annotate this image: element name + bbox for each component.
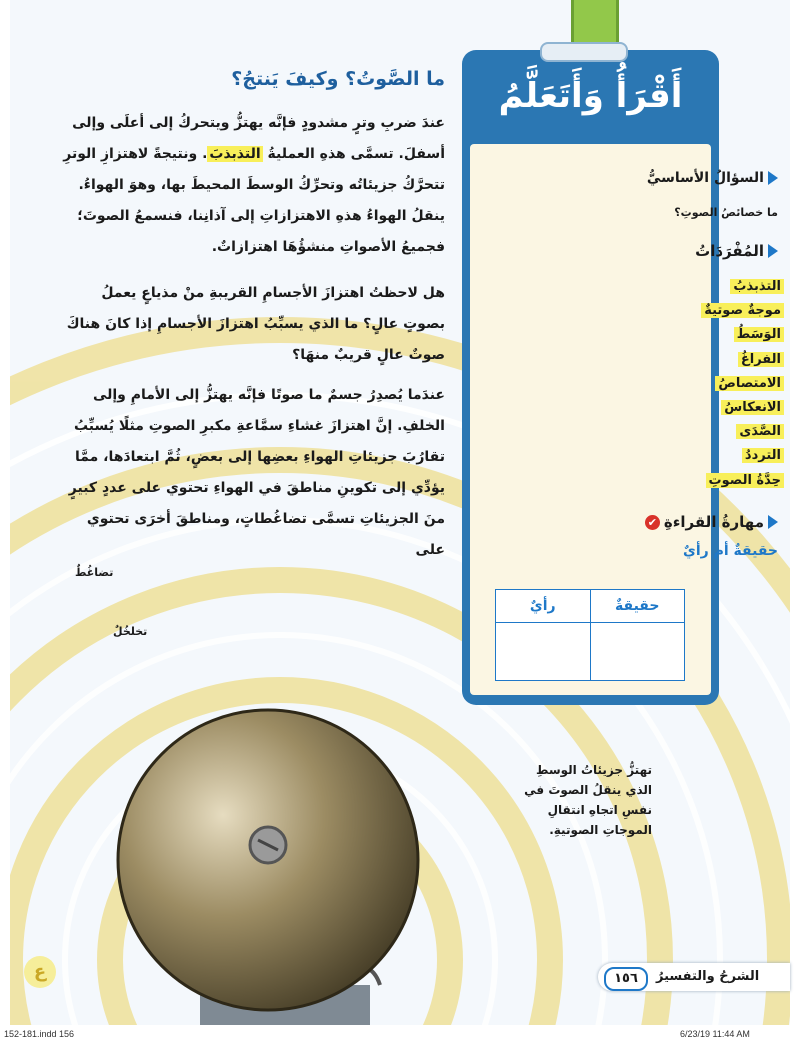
page-number: ١٥٦ <box>604 967 648 991</box>
print-date-info: 6/23/19 11:44 AM <box>680 1029 750 1039</box>
figure-caption: تهتزُّ جزيئاتُ الوسطِ الذي ينقلُ الصوتَ في نفسِ اتجاهِ انتقالِ الموجاتِ الصوتيةِ. <box>524 763 652 837</box>
paragraph-3: عندَما يُصدِرُ جسمٌ ما صوتًا فإنَّه يهتزُّ إلى الأمامِ وإلى الخلفِ. إنَّ اهتزازَ غشاءِ سمَّاعةِ مكبرِ الصوتِ مثلًا يُسبِّبُ تقارُبَ جزيئاتِ الهواءِ بعضِها إلى بعضٍ، ثُمَّ ابتعادَها، ممَّا يؤدِّي إلى تكوينِ مناطقَ في الهواءِ تحتوي على عددٍ كبيرٍ منَ الجزيئاتِ تسمَّى تضاغُطاتٍ، ومناطقَ أخرَى تحتوي على <box>68 387 445 558</box>
vocabulary-header <box>695 242 778 260</box>
vocab-item: الامتصاصُ <box>701 374 784 398</box>
panel-title: أَقْرَأُ وَأَتَعَلَّمُ <box>498 76 683 116</box>
reading-skill-name: حقيقةٌ أم رأيٌ <box>683 543 778 559</box>
publisher-logo-icon: ع <box>24 956 56 988</box>
paragraph-1 <box>60 108 445 263</box>
checkmark-icon: ✔ <box>645 515 660 530</box>
essential-question-header <box>647 170 778 186</box>
opinion-column-header: رأيٌ <box>496 590 591 623</box>
vocab-item: الفراغُ <box>701 350 784 374</box>
compression-label: تضاغُطٌ <box>75 566 114 579</box>
section-heading: ما الصَّوتُ؟ وكيفَ يَنتجُ؟ <box>231 68 445 90</box>
table-header-row <box>496 590 685 623</box>
print-file-info: 152-181.indd 156 <box>4 1029 75 1039</box>
vocab-item: موجةٌ صوتيةٌ <box>701 301 784 325</box>
vocab-item: الانعكاسُ <box>701 398 784 422</box>
ribbon-loop <box>540 42 628 62</box>
vocabulary-list <box>701 277 784 495</box>
vocab-item: الوَسَطُ <box>701 325 784 349</box>
bell-illustration <box>118 710 418 1025</box>
table-row <box>496 623 685 681</box>
vocab-item: الترددُ <box>701 446 784 470</box>
fact-column-header: حقيقةٌ <box>590 590 685 623</box>
triangle-bullet-icon <box>768 515 778 529</box>
essential-question: ما خصائصُ الصوتِ؟ <box>674 206 778 219</box>
fact-opinion-table <box>495 589 685 681</box>
vocab-item: الصَّدَى <box>701 422 784 446</box>
paragraph-2: هل لاحظتُ اهتزازَ الأجسامِ القريبةِ منْ مذياعٍ يعملُ بصوتٍ عالٍ؟ ما الذي يسبِّبُ اهتزازَ الأجسامِ إذا كانَ هناكَ صوتٌ عالٍ قريبٌ منهَا؟ <box>66 285 445 363</box>
footer-section-title: الشرحُ والتفسيرُ <box>656 969 760 984</box>
vocab-item: التذبذبُ <box>701 277 784 301</box>
vocabulary-label: المُفْرَدَاتُ <box>695 242 764 260</box>
triangle-bullet-icon <box>768 171 778 185</box>
paragraph-1-end: . ونتيجةً لاهتزازِ الوترِ تتحرَّكُ جزيئاتُه وتحرِّكُ الوسطَ المحيطَ بها، وهوَ الهواءُ. ينقلُ الهواءُ هذهِ الاهتزازاتِ إلى آذانِنا، فنسمعُ الصوتَ؛ فجميعُ الأصواتِ منشؤُهَا اهتزازاتٌ. <box>63 146 445 255</box>
rarefaction-label: تخلخُلٌ <box>113 625 148 638</box>
vocab-item: حِدَّةُ الصوتِ <box>701 471 784 495</box>
paragraph-1-start: عندَ ضربِ وترٍ مشدودٍ فإنَّه يهتزُّ ويتحركُ إلى أعلَى وإلى أسفلَ. تسمَّى هذهِ العمليةُ <box>72 115 445 162</box>
essential-question-label: السؤالُ الأساسيُّ <box>646 170 764 186</box>
reading-skill-label: مهارةُ القراءةِ <box>663 513 764 531</box>
opinion-cell <box>496 623 591 681</box>
reading-skill-header <box>645 513 778 531</box>
triangle-bullet-icon <box>768 244 778 258</box>
key-term-highlight: التذبذبَ <box>209 146 261 162</box>
fact-cell <box>590 623 685 681</box>
